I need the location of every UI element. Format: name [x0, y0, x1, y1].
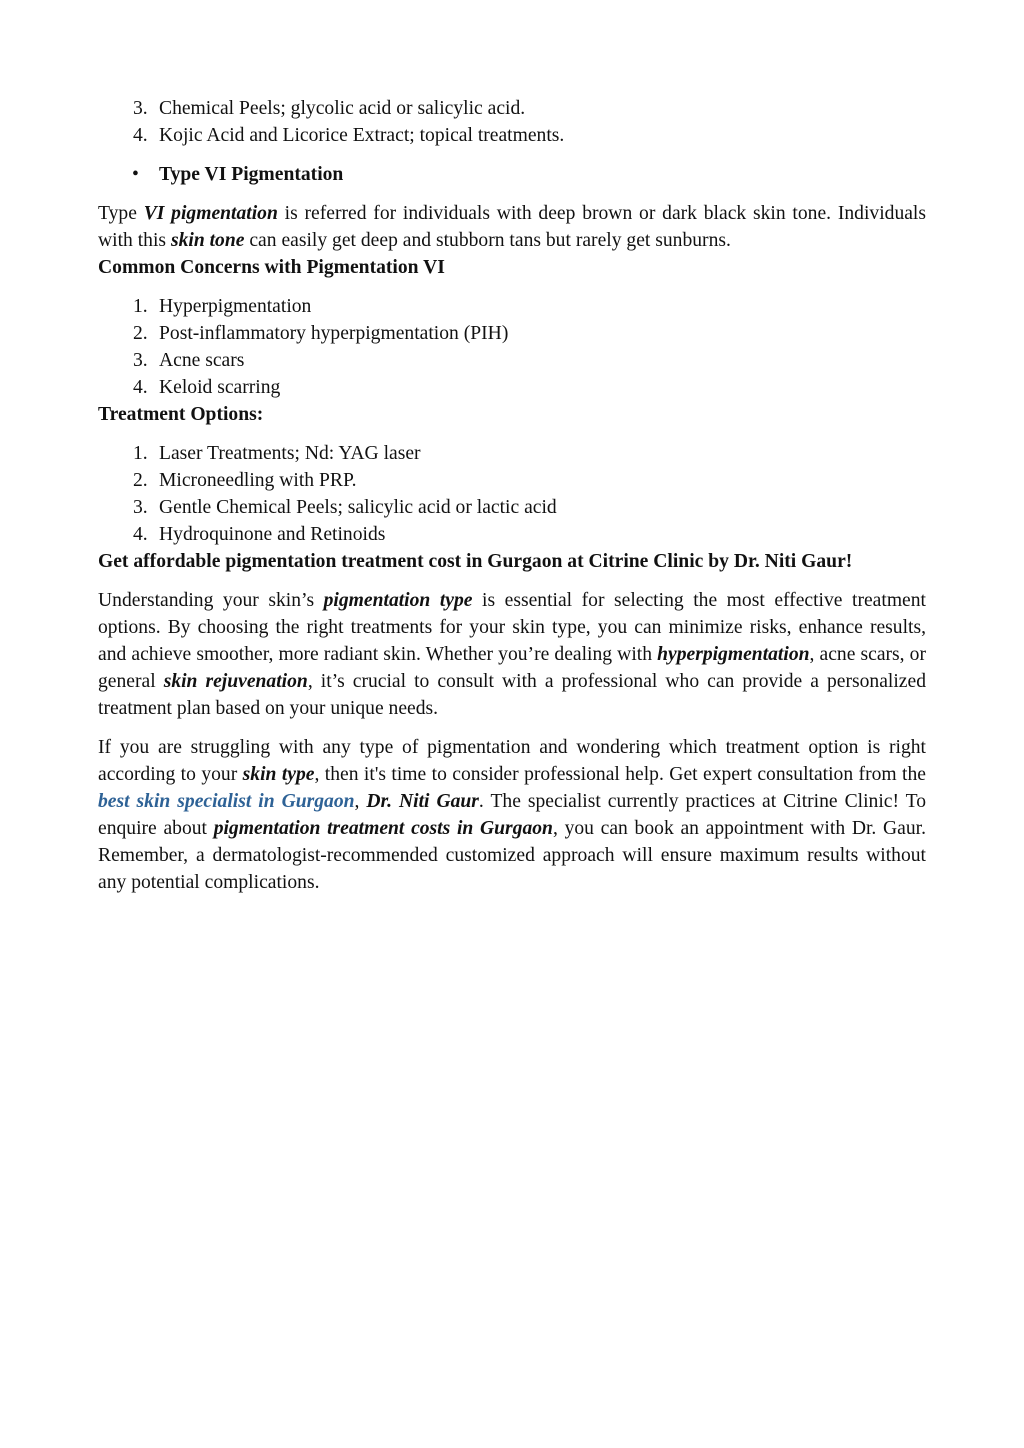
understanding-paragraph: [98, 587, 926, 722]
emphasis-text: pigmentation type: [323, 590, 473, 611]
best-skin-specialist-link[interactable]: best skin specialist in Gurgaon: [98, 791, 355, 812]
list-number: 1.: [133, 296, 148, 317]
list-item-text: Keloid scarring: [159, 377, 281, 398]
emphasis-text: skin rejuvenation: [163, 671, 308, 692]
document-page: [98, 95, 926, 896]
list-item: [98, 440, 926, 467]
list-number: 4.: [133, 125, 148, 146]
list-number: 4.: [133, 524, 148, 545]
list-item: [98, 347, 926, 374]
list-item-text: Microneedling with PRP.: [159, 470, 357, 491]
list-item: [98, 521, 926, 548]
text-run: is essential for selecting the most effective treatment options. By choosing the right treatments for your skin type, you can minimize risks, enhance results, and achieve smoother, more radiant skin. Whether you’re dealing with: [98, 590, 926, 665]
emphasis-text: skin tone: [170, 230, 245, 251]
text-run: Type: [98, 203, 144, 224]
list-number: 4.: [133, 377, 148, 398]
list-item: [98, 293, 926, 320]
cta-heading: Get affordable pigmentation treatment cost in Gurgaon at Citrine Clinic by Dr. Niti Gaur!: [98, 551, 853, 572]
list-item: [98, 320, 926, 347]
type-vi-heading-text: Type VI Pigmentation: [159, 164, 344, 185]
list-item: [98, 494, 926, 521]
list-item-text: Gentle Chemical Peels; salicylic acid or lactic acid: [159, 497, 557, 518]
text-run: , acne scars, or general: [98, 644, 927, 692]
list-number: 2.: [133, 323, 148, 344]
list-item-text: Chemical Peels; glycolic acid or salicylic acid.: [159, 98, 526, 119]
text-run: can easily get deep and stubborn tans but rarely get sunburns.: [244, 230, 731, 251]
list-item: [98, 95, 926, 122]
text-run: Understanding your skin’s: [98, 590, 324, 611]
bullet-icon: •: [132, 164, 139, 185]
emphasis-text: hyperpigmentation: [657, 644, 810, 665]
emphasis-text: VI pigmentation: [143, 203, 278, 224]
list-item-text: Laser Treatments; Nd: YAG laser: [159, 443, 421, 464]
list-number: 3.: [133, 497, 148, 518]
treatment-options-list: [98, 440, 926, 548]
list-item-text: Hydroquinone and Retinoids: [159, 524, 386, 545]
concerns-list: [98, 293, 926, 401]
concerns-heading: Common Concerns with Pigmentation VI: [98, 257, 445, 278]
type-vi-description: [98, 200, 926, 254]
treatment-list-continued: [98, 95, 926, 149]
text-run: ,: [354, 791, 367, 812]
list-number: 1.: [133, 443, 148, 464]
treatment-options-heading: Treatment Options:: [98, 404, 264, 425]
list-item: [98, 122, 926, 149]
type-vi-heading-list: [98, 161, 926, 188]
list-number: 2.: [133, 470, 148, 491]
text-run: , then it's time to consider professional help. Get expert consultation from the: [314, 764, 926, 785]
text-run: . The specialist currently practices at Citrine Clinic! To enquire about: [98, 791, 927, 839]
emphasis-text: skin type: [242, 764, 315, 785]
list-item: [98, 467, 926, 494]
list-number: 3.: [133, 98, 148, 119]
emphasis-text: pigmentation treatment costs in Gurgaon: [213, 818, 553, 839]
text-run: is referred for individuals with deep brown or dark black skin tone. Individuals with this: [98, 203, 927, 251]
type-vi-heading: [98, 161, 926, 188]
list-item-text: Post-inflammatory hyperpigmentation (PIH): [159, 323, 509, 344]
list-item-text: Acne scars: [159, 350, 245, 371]
doctor-name: Dr. Niti Gaur: [366, 791, 479, 812]
list-item-text: Hyperpigmentation: [159, 296, 312, 317]
list-item: [98, 374, 926, 401]
consultation-paragraph: [98, 734, 926, 896]
text-run: If you are struggling with any type of pigmentation and wondering which treatment option is right according to your: [98, 737, 926, 785]
list-item-text: Kojic Acid and Licorice Extract; topical treatments.: [159, 125, 565, 146]
list-number: 3.: [133, 350, 148, 371]
text-run: , it’s crucial to consult with a professional who can provide a personalized treatment plan based on your unique needs.: [98, 671, 926, 719]
text-run: , you can book an appointment with Dr. Gaur. Remember, a dermatologist-recommended customized approach will ensure maximum results without any potential complications.: [98, 818, 926, 893]
